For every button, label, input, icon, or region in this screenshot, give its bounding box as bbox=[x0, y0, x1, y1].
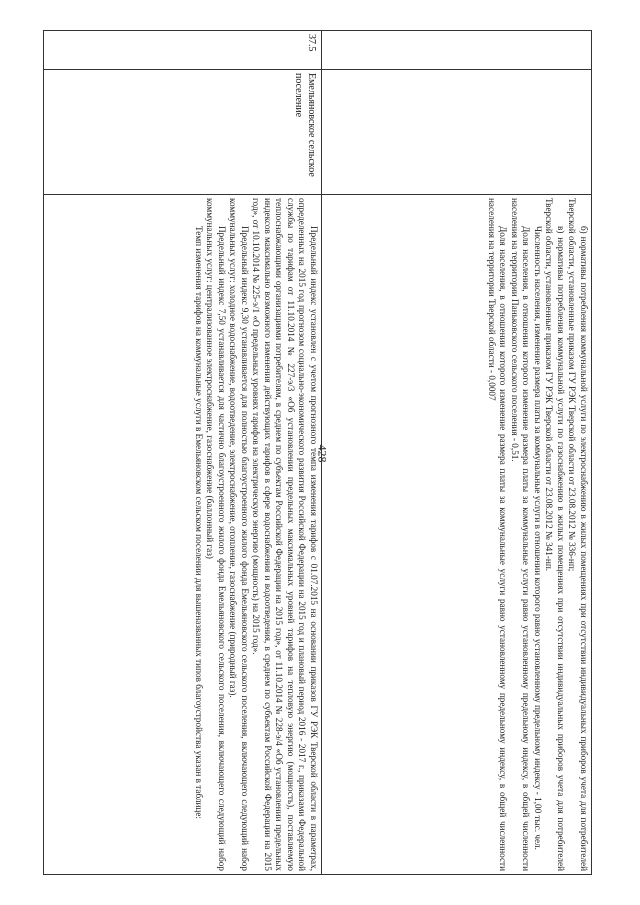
paragraph: Доля населения, в отношении которого изменение размера платы за коммунальные услуги равно установленному предельному индексу, в общей численности населения на территории Паньковского сельского поселения - 0,51. bbox=[510, 198, 532, 871]
paragraph: Доля населения, в отношении которого изменение размера платы за коммунальные услуги равно установленному предельному индексу, в общей численности населения на территории Тверской области - 0,0007 bbox=[487, 198, 509, 871]
paragraph: Предельный индекс 7,50 устанавливается для частично благоустроенного жилого фонда Емельяновского сельского поселения, включающего следующий набор коммунальных услуг: централизованное электроснабжение, газоснабжение (баллонный газ) bbox=[205, 198, 227, 871]
table-row bbox=[322, 31, 592, 875]
row-text bbox=[322, 195, 592, 875]
rotated-content bbox=[44, 30, 592, 875]
table-row bbox=[44, 31, 322, 875]
paragraph: Темп изменения тарифов на коммунальные услуги в Емельяновском сельском поселении для вышеназванных типов благоустройства указан в таблице: bbox=[194, 226, 204, 819]
paragraph: б) нормативы потребления коммунальной услуги по электроснабжению в жилых помещениях при отсутствии индивидуальных приборов учета для потребителей Тверской области, установленные приказом ГУ РЭК Тверской области от 23.08.2012 № 336-нп; bbox=[567, 198, 589, 871]
tariff-table bbox=[43, 30, 592, 875]
paragraph: Предельный индекс 9,30 устанавливается для полностью благоустроенного жилого фонда Емельяновского сельского поселения, включающего следующий набор коммунальных услуг: холодное водоснабжение, водоотведение, электроснабжение, отопление, газоснабжение (природный газ). bbox=[228, 198, 250, 871]
settlement-name bbox=[322, 70, 592, 195]
row-number: 37.5 bbox=[44, 31, 322, 70]
paragraph: Численность населения, изменение размера платы за коммунальные услуги в отношении которого равно установленному предельному индексу - 1,00 тыс. чел. bbox=[533, 226, 543, 850]
row-number bbox=[322, 31, 592, 70]
paragraph: в) нормативы потребления коммунальной услуги по газоснабжению в жилых помещениях при отсутствии индивидуальных приборов учета для потребителей Тверской области, установленные приказом ГУ РЭК Тверской области от 23.08.2012 № 341-нп. bbox=[544, 198, 566, 871]
paragraph: Предельный индекс установлен с учетом прогнозного темпа изменения тарифов с 01.07.2015 на основании приказов ГУ РЭК Тверской области в параметрах, определенных на 2015 год прогнозом социально-экономического развития Российской Федерации на 2015 год и плановый период 2016 - 2017 г., приказами Федеральной службы по тарифам от 11.10.2014 № 227-э/3 «Об установлении предельных максимальных уровней тарифов на тепловую энергию (мощность), поставляемую теплоснабжающими организациями потребителям, в среднем по субъектам Российской Федерации на 2015 год», от 11.10.2014 № 228-э/4 «Об установлении предельных индексов максимально возможного изменения действующих тарифов в сфере водоснабжения и водоотведения, в среднем по субъектам Российской Федерации на 2015 год», от 10.10.2014 № 225-э/1 «О предельных уровнях тарифов на электрическую энергию (мощность) на 2015 год». bbox=[251, 198, 319, 871]
page-number: 428 bbox=[315, 444, 330, 463]
row-text bbox=[44, 195, 322, 875]
settlement-name: Емельяновское сельское поселение bbox=[44, 70, 322, 195]
